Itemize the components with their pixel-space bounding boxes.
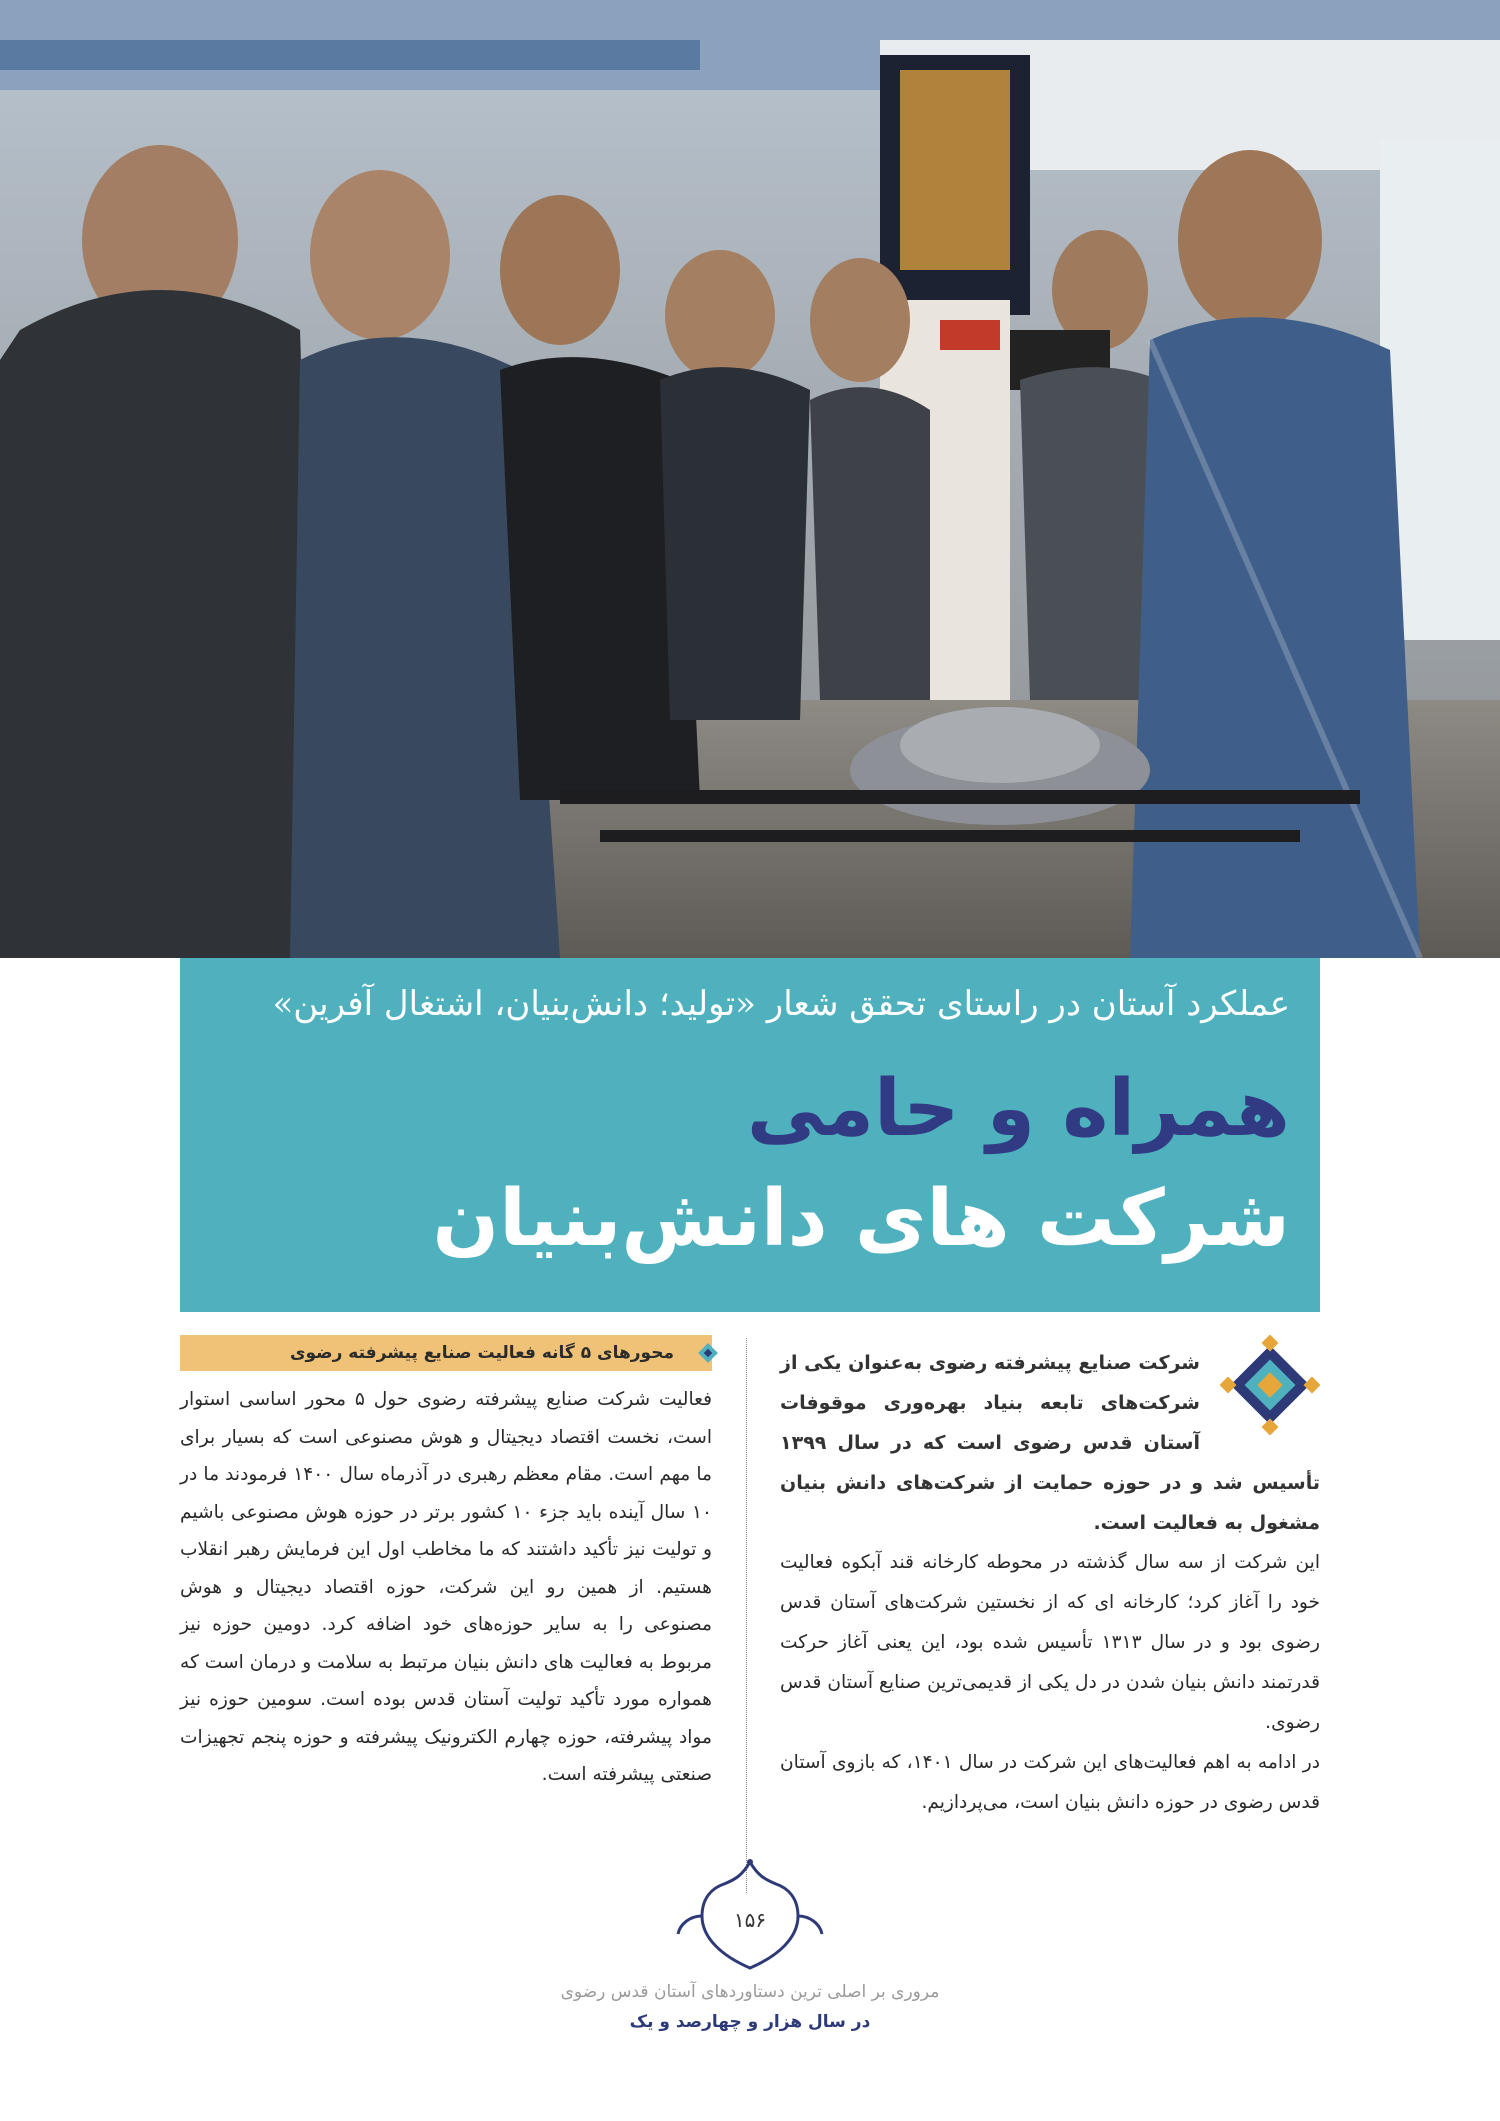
left-column xyxy=(180,1335,712,1895)
header-photo xyxy=(0,0,1500,958)
geometric-motif-icon xyxy=(1220,1335,1320,1435)
article-subtitle: عملکرد آستان در راستای تحقق شعار «تولید؛ دانش‌بنیان، اشتغال آفرین» xyxy=(272,984,1290,1024)
title-banner xyxy=(180,958,1320,1312)
left-body-text: فعالیت شرکت صنایع پیشرفته رضوی حول ۵ محور اساسی استوار است، نخست اقتصاد دیجیتال و هوش مصنوعی است که بسیار برای ما مهم است. مقام معظم رهبری در آذرماه سال ۱۴۰۰ فرمودند ما در ۱۰ سال آینده باید جزء ۱۰ کشور برتر در حوزه هوش مصنوعی باشیم و تولیت نیز تأکید داشتند که ما مخاطب اول این فرمایش رهبر انقلاب هستیم. از همین رو این شرکت، حوزه اقتصاد دیجیتال و هوش مصنوعی را به سایر حوزه‌های خود اضافه کرد. دومین حوزه نیز مربوط به فعالیت های دانش بنیان مرتبط به سلامت و درمان است که همواره مورد تأکید تولیت آستان قدس بوده است. سومین حوزه نیز مواد پیشرفته، حوزه چهارم الکترونیک پیشرفته و حوزه پنجم تجهیزات صنعتی پیشرفته است. xyxy=(180,1389,713,1785)
intro-paragraph: شرکت صنایع پیشرفته رضوی به‌عنوان یکی از شرکت‌های تابعه بنیاد بهره‌وری موقوفات آستان قدس رضوی است که در سال ۱۳۹۹ تأسیس شد و در حوزه حمایت از شرکت‌های دانش بنیان مشغول به فعالیت است. xyxy=(780,1352,1320,1534)
section-heading xyxy=(180,1335,712,1371)
column-divider xyxy=(746,1338,747,1893)
right-column xyxy=(780,1335,1320,1895)
drone-exhibition-photo-icon xyxy=(0,0,1500,958)
article-title-line1: همراه و حامی xyxy=(746,1064,1290,1154)
diamond-bullet-icon xyxy=(696,1341,720,1365)
footer-title: مروری بر اصلی ترین دستاوردهای آستان قدس رضوی xyxy=(560,1982,940,2002)
body-paragraph-3: در ادامه به اهم فعالیت‌های این شرکت در سال ۱۴۰۱، که بازوی آستان قدس رضوی در حوزه دانش بنیان است، می‌پردازیم. xyxy=(780,1752,1320,1813)
section-heading-text: محورهای ۵ گانه فعالیت صنایع پیشرفته رضوی xyxy=(289,1343,674,1363)
article-title-line2: شرکت های دانش‌بنیان xyxy=(432,1174,1290,1264)
page-number: ۱۵۶ xyxy=(733,1908,767,1932)
body-paragraph-2: این شرکت از سه سال گذشته در محوطه کارخانه قند آبکوه فعالیت خود را آغاز کرد؛ کارخانه ای که از نخستین شرکت‌های آستان قدس رضوی بود و در سال ۱۳۱۳ تأسیس شده بود، این یعنی آغاز حرکت قدرتمند دانش بنیان شدن در دل یکی از قدیمی‌ترین صنایع آستان قدس رضوی. xyxy=(780,1552,1320,1733)
footer-subtitle: در سال هزار و چهارصد و یک xyxy=(629,2012,871,2032)
